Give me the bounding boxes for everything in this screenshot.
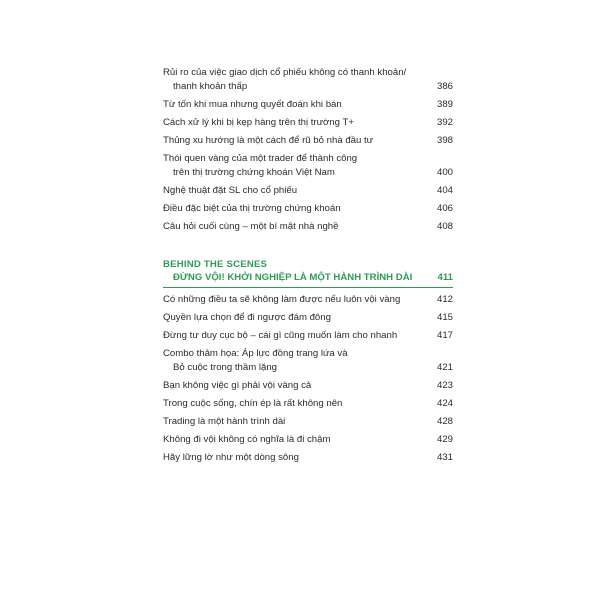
toc-entry-line: Đừng tư duy cục bộ – cái gì cũng muốn làm cho nhanh — [163, 330, 398, 341]
toc-entry-page-number: 398 — [436, 135, 453, 146]
toc-entry-title — [163, 329, 425, 343]
toc-entry-title — [163, 451, 425, 465]
toc-entry-line: Thói quen vàng của một trader để thành công — [163, 153, 358, 164]
toc-entry-line: Bỏ cuộc trong thầm lặng — [173, 362, 277, 373]
toc-entry — [163, 415, 453, 429]
table-of-contents — [163, 66, 453, 469]
toc-entry — [163, 202, 453, 216]
toc-entry-page-number: 431 — [436, 452, 453, 463]
toc-entry-page-number: 423 — [436, 380, 453, 391]
toc-entry — [163, 433, 453, 447]
section-label: BEHIND THE SCENES — [163, 259, 268, 270]
toc-entry-title — [163, 433, 425, 447]
toc-entry-title — [163, 311, 425, 325]
toc-entry-page-number: 386 — [436, 81, 453, 92]
toc-entry — [163, 152, 453, 180]
toc-entry-title — [163, 184, 425, 198]
toc-entry-line: Hãy lững lờ như một dòng sông — [163, 452, 299, 463]
toc-entry-page-number: 400 — [436, 167, 453, 178]
toc-entry-line: Trading là một hành trình dài — [163, 416, 286, 427]
toc-entry-title — [163, 202, 425, 216]
toc-entry — [163, 116, 453, 130]
toc-entry-title — [163, 98, 425, 112]
toc-entry — [163, 184, 453, 198]
toc-entry-line: Có những điều ta sẽ không làm được nếu luôn vội vàng — [163, 294, 401, 305]
toc-group-b — [163, 293, 453, 465]
toc-entry-page-number: 412 — [436, 294, 453, 305]
toc-entry-title — [163, 397, 425, 411]
toc-entry-line: Bạn không việc gì phải vội vàng cả — [163, 380, 312, 391]
toc-entry-page-number: 408 — [436, 221, 453, 232]
toc-entry — [163, 293, 453, 307]
toc-entry-line: Quyền lựa chọn để đi ngược đám đông — [163, 312, 331, 323]
toc-entry-title — [163, 415, 425, 429]
toc-entry-title — [163, 220, 425, 234]
toc-entry-page-number: 428 — [436, 416, 453, 427]
toc-entry-page-number: 415 — [436, 312, 453, 323]
toc-entry-title — [163, 66, 425, 94]
toc-entry — [163, 311, 453, 325]
toc-entry — [163, 397, 453, 411]
section-title: ĐỪNG VỘI! KHỞI NGHIỆP LÀ MỘT HÀNH TRÌNH DÀI — [173, 272, 413, 283]
toc-entry-line: Rủi ro của việc giao dịch cổ phiếu không có thanh khoản/ — [163, 67, 407, 78]
section-page-number: 411 — [437, 272, 453, 283]
section-gap — [163, 238, 453, 258]
toc-entry — [163, 98, 453, 112]
toc-entry-title — [163, 116, 425, 130]
toc-entry — [163, 220, 453, 234]
toc-entry-line: thanh khoản thấp — [173, 81, 248, 92]
toc-entry-page-number: 389 — [436, 99, 453, 110]
toc-entry-page-number: 421 — [436, 362, 453, 373]
toc-entry-page-number: 424 — [436, 398, 453, 409]
toc-entry-title — [163, 379, 425, 393]
toc-entry-line: Nghệ thuật đặt SL cho cổ phiếu — [163, 185, 298, 196]
toc-entry — [163, 329, 453, 343]
toc-group-a — [163, 66, 453, 234]
toc-entry-line: trên thị trường chứng khoán Việt Nam — [173, 167, 335, 178]
toc-entry-page-number: 429 — [436, 434, 453, 445]
section-heading — [163, 271, 453, 284]
toc-entry-line: Thủng xu hướng là một cách để rũ bỏ nhà đầu tư — [163, 135, 374, 146]
toc-entry-line: Câu hỏi cuối cùng – một bí mật nhà nghề — [163, 221, 339, 232]
toc-entry-line: Không đi vội không có nghĩa là đi chậm — [163, 434, 331, 445]
toc-entry-page-number: 404 — [436, 185, 453, 196]
toc-entry-title — [163, 347, 425, 375]
toc-entry — [163, 66, 453, 94]
toc-entry — [163, 347, 453, 375]
toc-entry-page-number: 392 — [436, 117, 453, 128]
section-divider — [163, 287, 453, 288]
toc-entry-title — [163, 293, 425, 307]
toc-entry-title — [163, 152, 425, 180]
toc-entry-line: Cách xử lý khi bị kẹp hàng trên thị trường T+ — [163, 117, 354, 128]
toc-entry-line: Combo thảm họa: Áp lực đồng trang lứa và — [163, 348, 348, 359]
toc-entry — [163, 134, 453, 148]
toc-entry — [163, 451, 453, 465]
toc-entry-line: Từ tốn khi mua nhưng quyết đoán khi bán — [163, 99, 342, 110]
toc-entry — [163, 379, 453, 393]
toc-entry-line: Trong cuộc sống, chín ép là rất không nên — [163, 398, 343, 409]
toc-entry-line: Điều đặc biệt của thị trường chứng khoán — [163, 203, 341, 214]
toc-entry-page-number: 406 — [436, 203, 453, 214]
toc-entry-title — [163, 134, 425, 148]
toc-entry-page-number: 417 — [436, 330, 453, 341]
